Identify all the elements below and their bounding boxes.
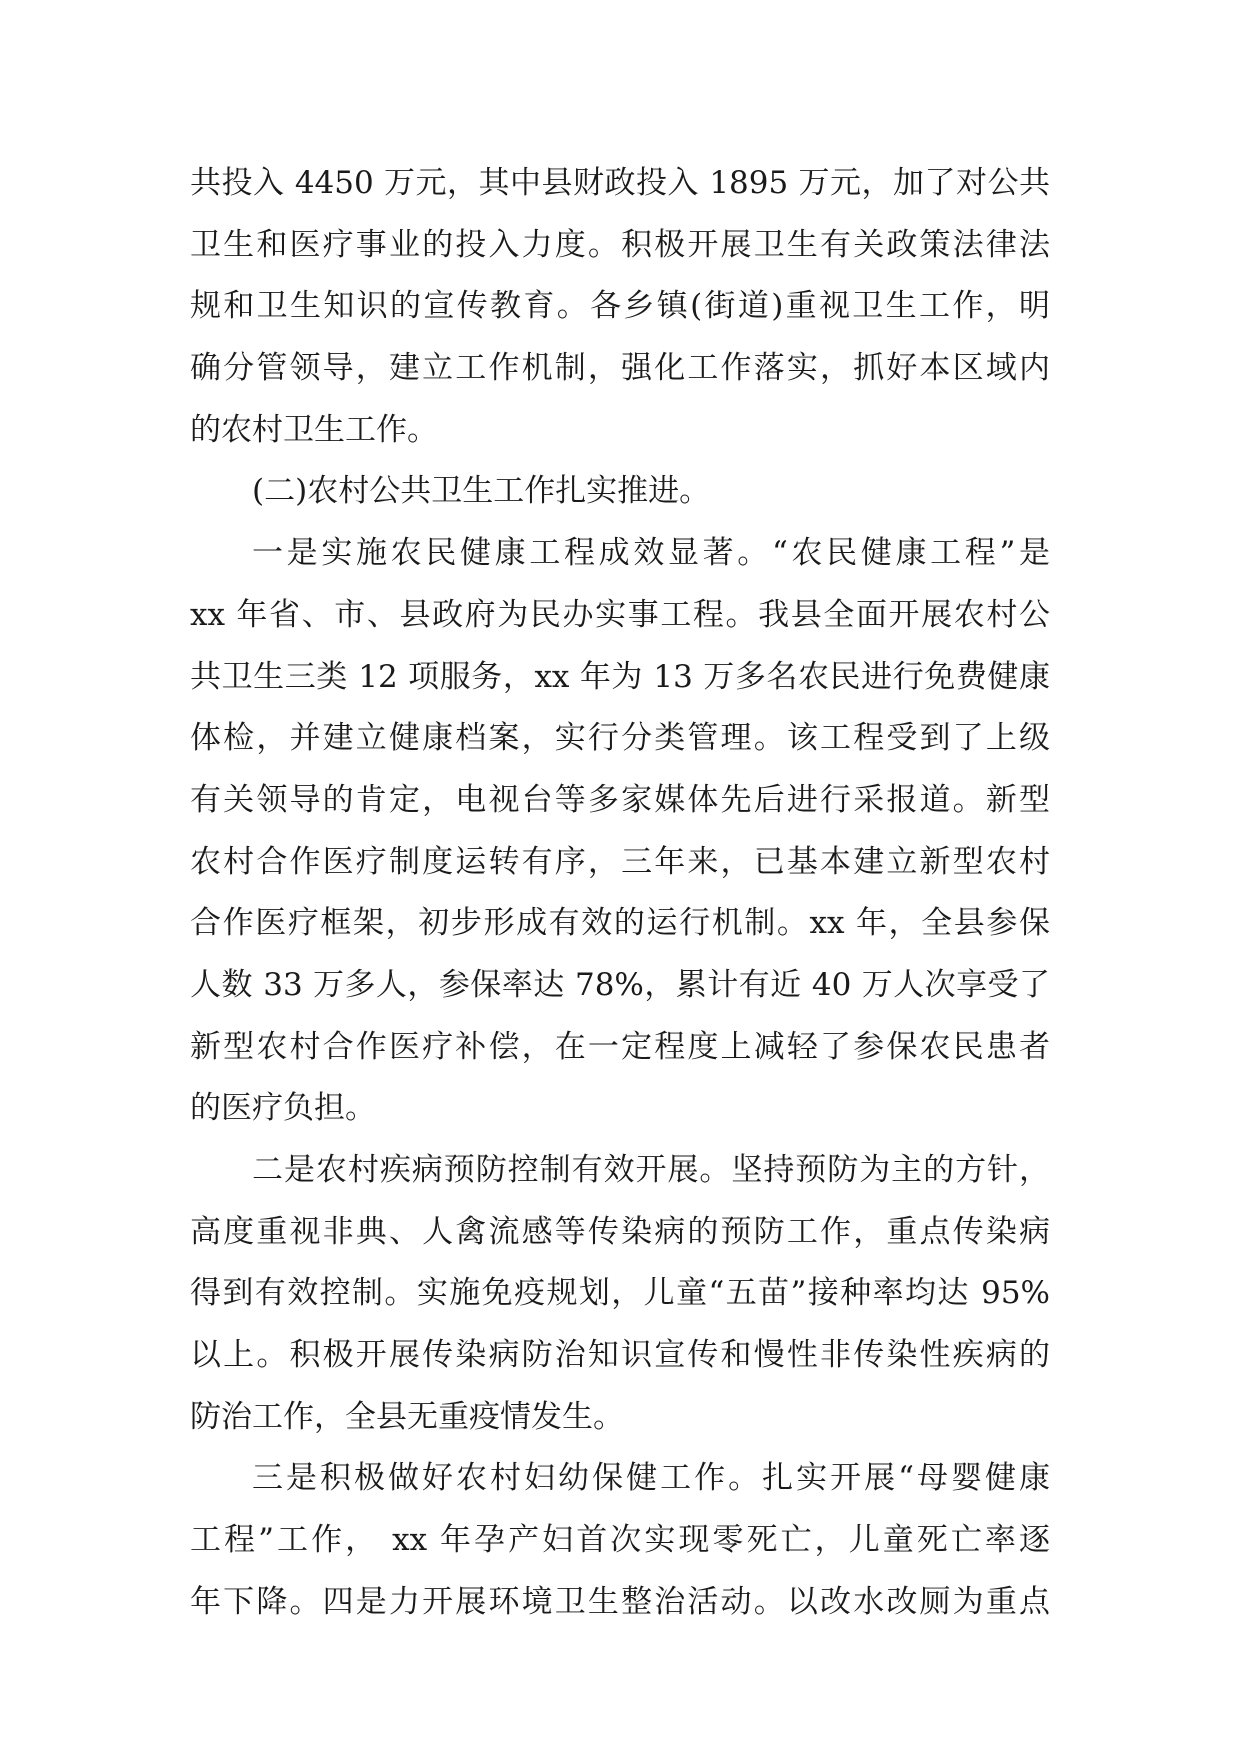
text-line: 以上。积极开展传染病防治知识宣传和慢性非传染性疾病的	[190, 1337, 1050, 1373]
text-line: xx 年省、市、县政府为民办实事工程。我县全面开展农村公	[190, 597, 1050, 633]
text-line: 共投入 4450 万元，其中县财政投入 1895 万元，加了对公共	[190, 165, 1050, 201]
text-line: 有关领导的肯定，电视台等多家媒体先后进行采报道。新型	[190, 782, 1050, 818]
text-line: 工程”工作， xx 年孕产妇首次实现零死亡，儿童死亡率逐	[190, 1522, 1050, 1558]
text-line: 得到有效控制。实施免疫规划，儿童“五苗”接种率均达 95%	[190, 1275, 1050, 1311]
text-line: 确分管领导，建立工作机制，强化工作落实，抓好本区域内	[190, 350, 1050, 386]
text-line: 的农村卫生工作。	[190, 412, 438, 448]
text-line: 的医疗负担。	[190, 1090, 376, 1126]
text-line: 共卫生三类 12 项服务，xx 年为 13 万多名农民进行免费健康	[190, 659, 1050, 695]
text-line: 规和卫生知识的宣传教育。各乡镇(街道)重视卫生工作，明	[190, 288, 1050, 324]
text-line: 高度重视非典、人禽流感等传染病的预防工作，重点传染病	[190, 1214, 1050, 1250]
text-line: 卫生和医疗事业的投入力度。积极开展卫生有关政策法律法	[190, 227, 1050, 263]
text-line: 一是实施农民健康工程成效显著。“农民健康工程”是	[252, 535, 1050, 571]
text-line: 合作医疗框架，初步形成有效的运行机制。xx 年，全县参保	[190, 905, 1050, 941]
text-line: 防治工作，全县无重疫情发生。	[190, 1399, 624, 1435]
text-line: 人数 33 万多人，参保率达 78%，累计有近 40 万人次享受了	[190, 967, 1050, 1003]
text-line: 体检，并建立健康档案，实行分类管理。该工程受到了上级	[190, 720, 1050, 756]
text-line: 新型农村合作医疗补偿，在一定程度上减轻了参保农民患者	[190, 1029, 1050, 1065]
section-heading: (二)农村公共卫生工作扎实推进。	[252, 473, 711, 509]
text-line: 二是农村疾病预防控制有效开展。坚持预防为主的方针，	[252, 1152, 1050, 1188]
text-line: 三是积极做好农村妇幼保健工作。扎实开展“母婴健康	[252, 1460, 1050, 1496]
text-line: 年下降。四是力开展环境卫生整治活动。以改水改厕为重点	[190, 1584, 1050, 1620]
text-line: 农村合作医疗制度运转有序，三年来，已基本建立新型农村	[190, 844, 1050, 880]
